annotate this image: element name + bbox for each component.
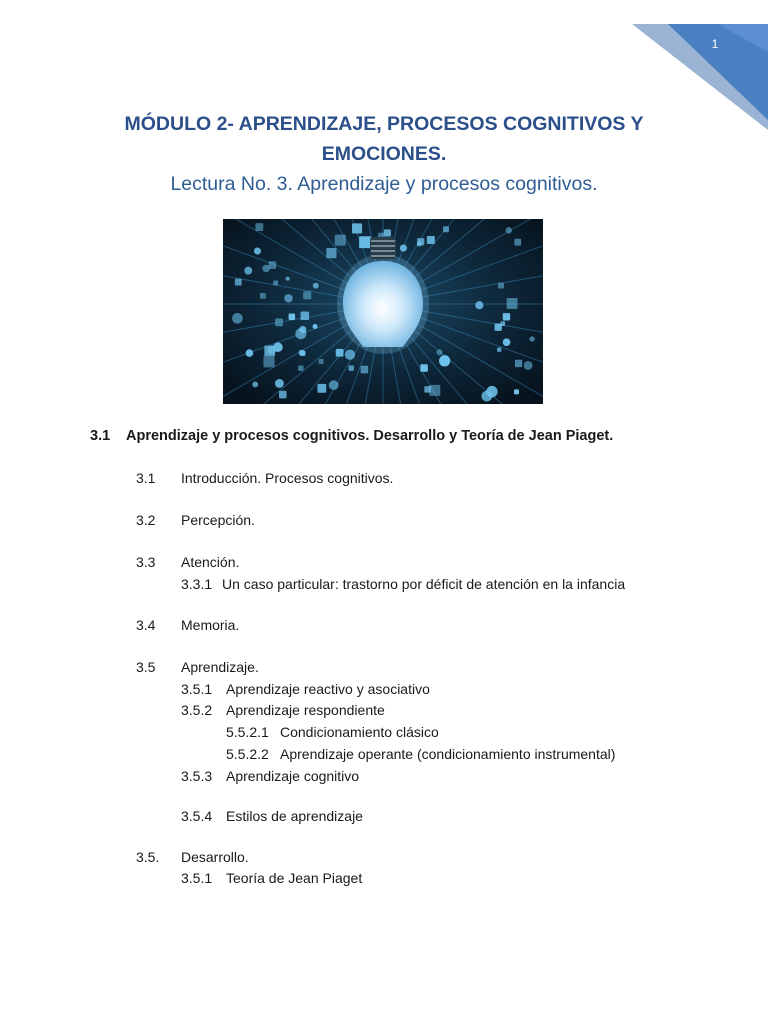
toc-item-number: 3.5. [136,849,160,865]
toc-item-number: 3.2 [136,512,156,528]
toc-item-number: 3.3 [136,554,156,570]
toc-item-number: 5.5.2.2 [226,746,269,762]
toc-item-number: 3.1 [136,470,156,486]
toc-item-label: Atención. [181,554,240,570]
section-title: Aprendizaje y procesos cognitivos. Desarrollo y Teoría de Jean Piaget. [126,428,614,444]
toc-item-number: 3.5 [136,659,156,675]
toc-item-label: Aprendizaje operante (condicionamiento instrumental) [280,746,616,762]
document-title-line-2: EMOCIONES. [321,143,447,165]
page-number: 1 [711,37,719,51]
toc-item-label: Desarrollo. [181,849,249,865]
toc-item-label: Aprendizaje respondiente [226,702,385,718]
toc-item-number: 3.5.1 [181,870,213,886]
section-heading [90,428,613,444]
toc-item-label: Introducción. Procesos cognitivos. [181,470,394,486]
toc-item-label: Aprendizaje reactivo y asociativo [226,681,430,697]
toc-item-label: Aprendizaje. [181,659,259,675]
toc-item-number: 3.5.2 [181,702,213,718]
corner-decoration [598,0,768,130]
document-title-line-1: MÓDULO 2- APRENDIZAJE, PROCESOS COGNITIVOS Y [124,113,644,135]
toc-item-label: Percepción. [181,512,255,528]
toc-item-label: Un caso particular: trastorno por déficit de atención en la infancia [222,576,626,592]
toc-item-label: Estilos de aprendizaje [226,808,363,824]
toc-item-number: 3.5.1 [181,681,213,697]
toc-item-label: Memoria. [181,617,240,633]
toc-item-number: 3.5.3 [181,768,213,784]
toc-item-label: Teoría de Jean Piaget [226,870,363,886]
toc-item-label: Aprendizaje cognitivo [226,768,360,784]
toc-item-number: 3.4 [136,617,156,633]
lightbulb-icon [223,219,543,404]
section-number: 3.1 [90,428,111,444]
toc-item-label: Condicionamiento clásico [280,724,439,740]
toc-item-number: 3.3.1 [181,576,213,592]
toc-item-number: 5.5.2.1 [226,724,269,740]
document-subtitle: Lectura No. 3. Aprendizaje y procesos cognitivos. [170,173,598,195]
toc-item-number: 3.5.4 [181,808,213,824]
